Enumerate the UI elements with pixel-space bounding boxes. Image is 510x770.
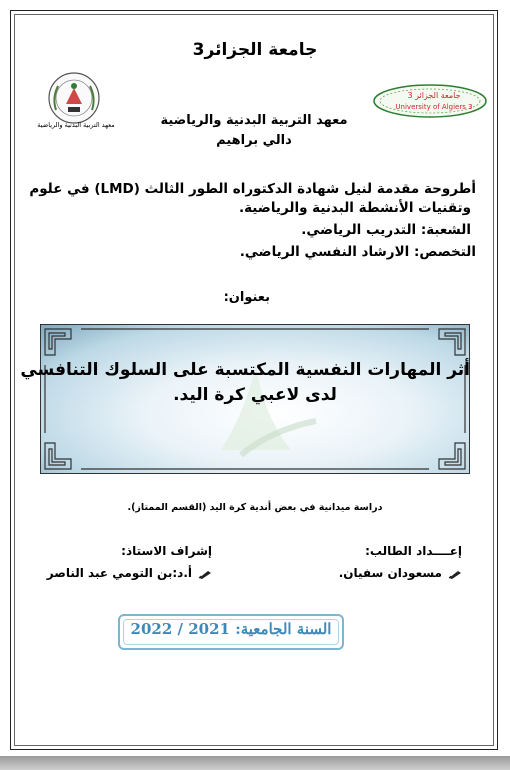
institute-logo: [44, 70, 104, 126]
thesis-title-line1: أثر المهارات النفسية المكتسبة على السلوك التنافسي: [20, 360, 470, 380]
university-title: جامعة الجزائر3: [192, 40, 318, 60]
university-logo-arabic: جامعة الجزائر 3: [407, 91, 461, 100]
thesis-description-line1: أطروحة مقدمة لنيل شهادة الدكتوراه الطور الثالث (LMD) في علوم: [29, 181, 476, 197]
student-name-row: [339, 566, 462, 580]
university-logo: [372, 83, 488, 119]
title-label: بعنوان:: [223, 290, 270, 305]
bottom-bar: [0, 756, 510, 770]
academic-year: السنة الجامعية: 2021 / 2022: [130, 620, 332, 638]
institute-logo-caption: معهد التربية البدنية والرياضية: [37, 121, 115, 129]
preparation-label: إعــــداد الطالب:: [365, 544, 462, 558]
pen-icon: [198, 569, 212, 579]
thesis-branch: الشعبة: التدريب الرياضي.: [301, 222, 471, 238]
university-logo-latin: University of Algiers 3: [395, 103, 473, 111]
institute-name: معهد التربية البدنية والرياضية: [160, 113, 348, 128]
student-name: مسعودان سفيان.: [338, 566, 442, 580]
institute-place: دالي براهيم: [216, 133, 292, 148]
supervisor-name-row: [47, 566, 212, 580]
thesis-specialty: التخصص: الارشاد النفسي الرياضي.: [239, 244, 476, 260]
pen-icon: [448, 569, 462, 579]
supervisor-name: أ.د:بن التومي عبد الناصر: [46, 566, 192, 580]
study-note: دراسة ميدانية في بعض أندية كرة اليد (القسم الممتاز).: [127, 502, 383, 513]
thesis-title-line2: لدى لاعبي كرة اليد.: [173, 385, 337, 405]
thesis-description-line2: وتقنيات الأنشطة البدنية والرياضية.: [238, 200, 471, 216]
supervision-label: إشراف الاستاذ:: [121, 544, 212, 558]
